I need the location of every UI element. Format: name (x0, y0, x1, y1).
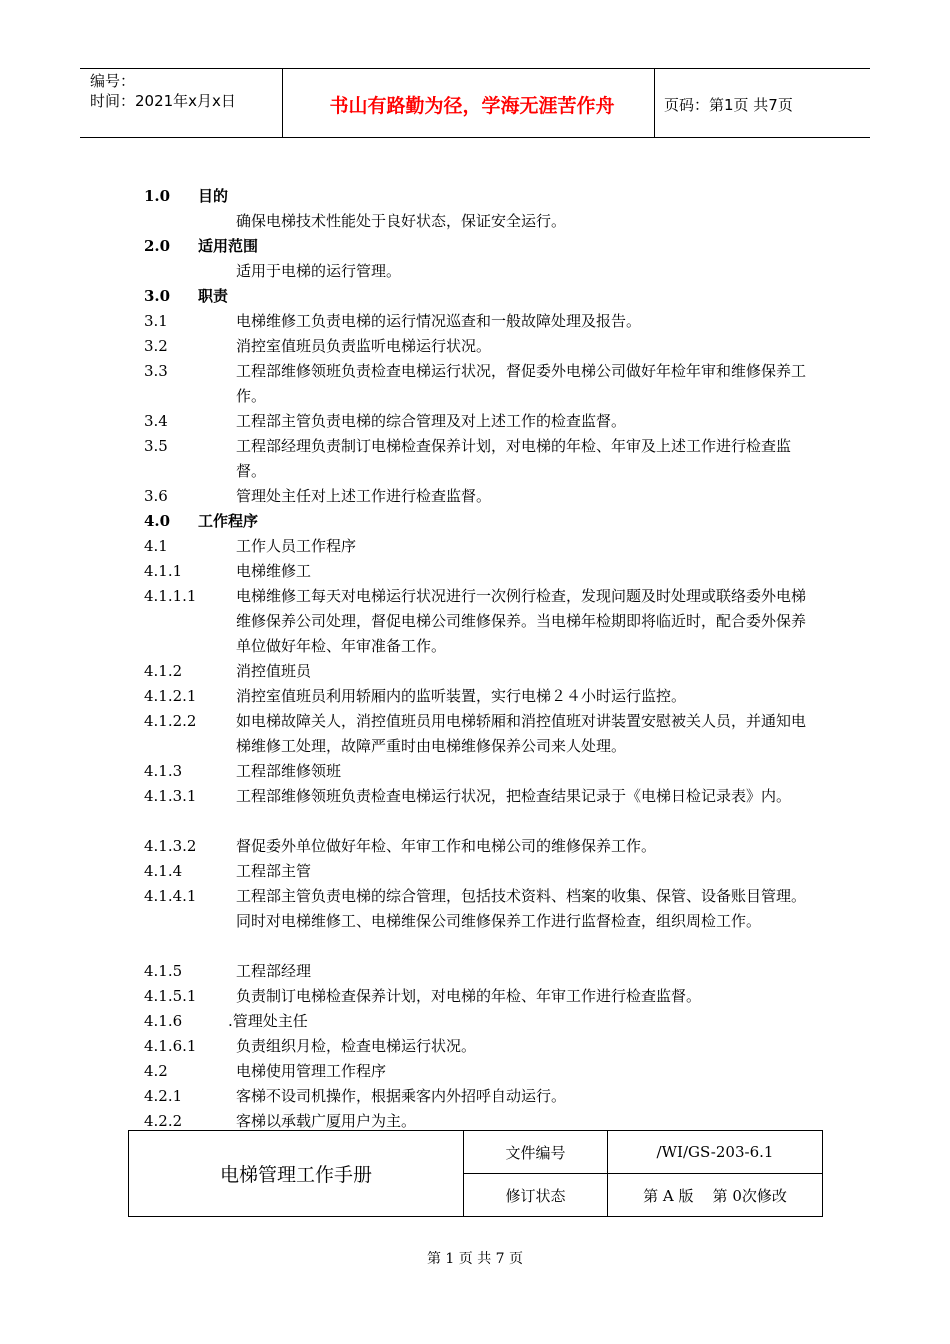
section-number: 4.1.4 (144, 862, 183, 880)
section-text: 消控室值班员利用轿厢内的监听装置，实行电梯２４小时运行监控。 (236, 687, 687, 705)
doc-no-value: /WI/GS-203-6.1 (656, 1143, 774, 1161)
section-text: 工程部主管负责电梯的综合管理，包括技术资料、档案的收集、保管、设备账目管理。同时对电梯维修工、电梯维保公司维修保养工作进行监督检查，组织周检工作。 (236, 887, 807, 930)
section-number: 3.5 (144, 437, 168, 455)
section-text: 客梯以承载广厦用户为主。 (236, 1112, 417, 1130)
section-heading: 适用范围 (198, 237, 259, 255)
section-number: 4.1.5 (144, 962, 183, 980)
header-meta (90, 71, 236, 111)
header-motto: 书山有路勤为径，学海无涯苦作舟 (329, 95, 615, 117)
section-text: 工程部维修领班负责检查电梯运行状况，把检查结果记录于《电梯日检记录表》内。 (236, 787, 792, 805)
section-number: 3.6 (144, 487, 168, 505)
code-label: 编号： (90, 72, 136, 90)
section-text: 客梯不设司机操作，根据乘客内外招呼自动运行。 (236, 1087, 567, 1105)
section-number: 4.1.2.2 (144, 712, 197, 730)
time-label: 时间：2021年x月x日 (90, 92, 236, 110)
section-number: 4.1.3 (144, 762, 183, 780)
section-text: 如电梯故障关人，消控值班员用电梯轿厢和消控值班对讲装置安慰被关人员，并通知电梯维修工处理，故障严重时由电梯维修保养公司来人处理。 (236, 712, 807, 755)
section-number: 4.2.2 (144, 1112, 183, 1130)
section-text: 电梯使用管理工作程序 (236, 1062, 387, 1080)
section-text: 工程部维修领班 (236, 762, 342, 780)
section-number: 3.0 (144, 287, 171, 305)
header-page-info: 页码：第1页 共7页 (664, 96, 793, 114)
section-text: 负责组织月检，检查电梯运行状况。 (236, 1037, 477, 1055)
section-text: 消控室值班员负责监听电梯运行状况。 (236, 337, 492, 355)
section-number: 4.1.2.1 (144, 687, 197, 705)
doc-no-label: 文件编号 (505, 1143, 566, 1162)
section-number: 4.1.3.2 (144, 837, 197, 855)
section-number: 3.4 (144, 412, 168, 430)
section-number: 4.1 (144, 537, 168, 555)
header-divider (654, 69, 655, 137)
manual-title: 电梯管理工作手册 (219, 1164, 372, 1186)
section-number: 4.1.4.1 (144, 887, 197, 905)
section-number: 4.1.6 (144, 1012, 183, 1030)
section-number: 4.1.6.1 (144, 1037, 197, 1055)
section-text: 管理处主任对上述工作进行检查监督。 (236, 487, 492, 505)
section-text: 工作人员工作程序 (236, 537, 357, 555)
section-text: 消控值班员 (236, 662, 312, 680)
section-text: 电梯维修工 (236, 562, 312, 580)
section-text: 工程部主管负责电梯的综合管理及对上述工作的检查监督。 (236, 412, 627, 430)
section-number: 3.1 (144, 312, 168, 330)
section-text: 工程部维修领班负责检查电梯运行状况，督促委外电梯公司做好年检年审和维修保养工作。 (236, 362, 807, 405)
section-text: 确保电梯技术性能处于良好状态，保证安全运行。 (236, 212, 567, 230)
section-number: 4.2.1 (144, 1087, 183, 1105)
section-text: 工程部主管 (236, 862, 312, 880)
section-heading: 职责 (198, 287, 229, 305)
section-heading: 工作程序 (198, 512, 259, 530)
section-number: 4.1.1 (144, 562, 183, 580)
page-number: 第 1 页 共 7 页 (426, 1251, 524, 1267)
section-number: 4.0 (144, 512, 171, 530)
section-text: 工程部经理 (236, 962, 312, 980)
section-number: 2.0 (144, 237, 171, 255)
revision-value: 第 A 版 第 0次修改 (643, 1186, 787, 1205)
section-text: 电梯维修工负责电梯的运行情况巡查和一般故障处理及报告。 (236, 312, 642, 330)
section-heading: 目的 (198, 187, 229, 205)
section-number: 1.0 (144, 187, 171, 205)
section-number: 4.1.2 (144, 662, 183, 680)
section-number: 4.1.5.1 (144, 987, 197, 1005)
section-number: 3.3 (144, 362, 168, 380)
document-header (80, 68, 870, 138)
section-text: 负责制订电梯检查保养计划，对电梯的年检、年审工作进行检查监督。 (236, 987, 702, 1005)
footer-table (128, 1130, 823, 1217)
section-text: 适用于电梯的运行管理。 (236, 262, 402, 280)
section-number: 4.1.3.1 (144, 787, 197, 805)
section-text: 督促委外单位做好年检、年审工作和电梯公司的维修保养工作。 (236, 837, 657, 855)
section-text: 电梯维修工每天对电梯运行状况进行一次例行检查，发现问题及时处理或联络委外电梯维修保养公司处理，督促电梯公司维修保养。当电梯年检期即将临近时，配合委外保养单位做好年检、年审准备工作。 (236, 587, 807, 655)
revision-label: 修订状态 (505, 1186, 566, 1205)
section-text: 工程部经理负责制订电梯检查保养计划，对电梯的年检、年审及上述工作进行检查监督。 (236, 437, 792, 480)
section-text: .管理处主任 (228, 1012, 308, 1030)
section-number: 4.2 (144, 1062, 168, 1080)
section-number: 4.1.1.1 (144, 587, 197, 605)
section-number: 3.2 (144, 337, 168, 355)
